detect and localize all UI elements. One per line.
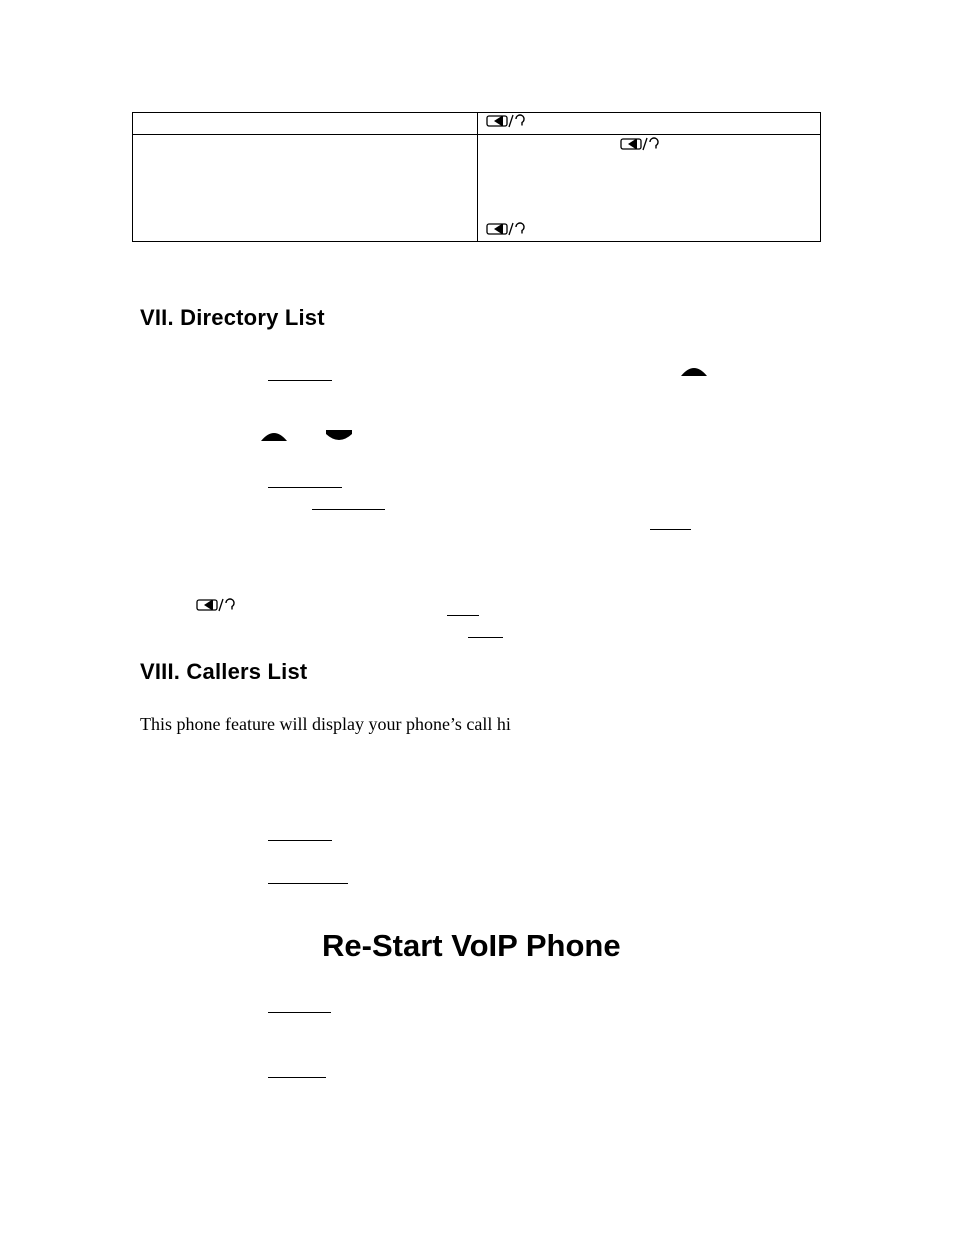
up-arrow-key-icon bbox=[679, 363, 709, 377]
directory-list-heading: VII. Directory List bbox=[140, 305, 325, 330]
table-row-divider bbox=[133, 134, 820, 135]
restart-voip-title: Re-Start VoIP Phone bbox=[322, 928, 621, 963]
underlined-term bbox=[268, 1012, 331, 1013]
table-column-divider bbox=[477, 113, 478, 241]
speaker-headset-icon bbox=[486, 221, 528, 237]
up-arrow-key-icon bbox=[259, 428, 289, 442]
speaker-headset-icon bbox=[620, 136, 662, 152]
underlined-term bbox=[268, 840, 332, 841]
underlined-term bbox=[268, 380, 332, 381]
callers-list-heading: VIII. Callers List bbox=[140, 659, 308, 684]
speaker-headset-icon bbox=[486, 113, 528, 129]
underlined-term bbox=[268, 487, 342, 488]
callers-list-intro: This phone feature will display your phone’s call hi bbox=[140, 714, 511, 734]
underlined-term bbox=[650, 529, 691, 530]
underlined-term bbox=[447, 615, 479, 616]
speaker-headset-icon bbox=[196, 597, 238, 613]
instruction-table bbox=[132, 112, 821, 242]
underlined-term bbox=[312, 509, 385, 510]
underlined-term bbox=[268, 883, 348, 884]
underlined-term bbox=[268, 1077, 326, 1078]
underlined-term bbox=[468, 637, 503, 638]
down-arrow-key-icon bbox=[324, 429, 354, 443]
